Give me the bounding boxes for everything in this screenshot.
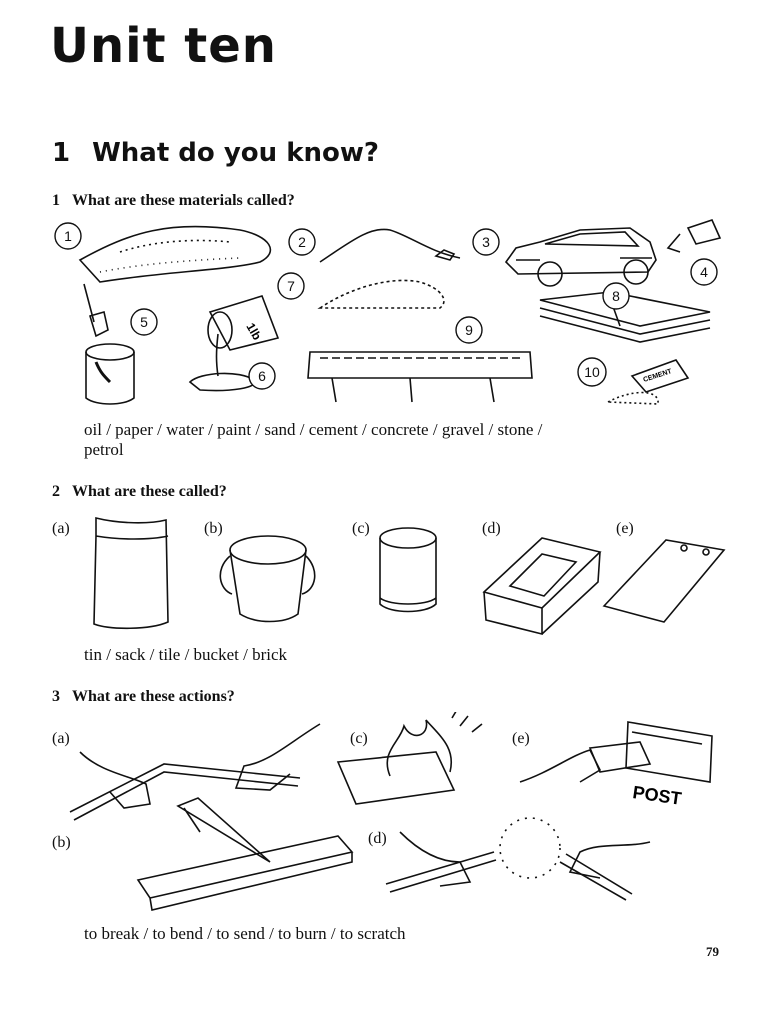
actions-word-list: to break / to bend / to send / to burn / to scratch bbox=[84, 924, 406, 943]
circle-label-1: 1 bbox=[64, 228, 72, 244]
burn-drawing bbox=[338, 712, 482, 804]
tile-drawing bbox=[604, 540, 724, 622]
question-3-text: What are these actions? bbox=[72, 688, 235, 705]
petrol-can-drawing bbox=[668, 220, 720, 252]
paint-brush-drawing bbox=[84, 284, 108, 336]
materials-words-line-2: petrol bbox=[84, 440, 124, 459]
circle-label-4: 4 bbox=[700, 264, 708, 280]
action-label-c: (c) bbox=[350, 730, 368, 747]
sand-drawing bbox=[80, 227, 270, 282]
scratch-drawing bbox=[138, 798, 352, 910]
break-drawing bbox=[386, 818, 650, 900]
circle-label-7: 7 bbox=[287, 278, 295, 294]
page-number: 79 bbox=[706, 944, 719, 959]
materials-illustration bbox=[40, 212, 740, 412]
post-box-label: POST bbox=[631, 782, 683, 809]
circle-label-6: 6 bbox=[258, 368, 266, 384]
cement-bag-label: CEMENT bbox=[642, 368, 673, 384]
circle-label-3: 3 bbox=[482, 234, 490, 250]
object-label-d: (d) bbox=[482, 520, 501, 537]
question-2 bbox=[52, 483, 227, 501]
tin-drawing bbox=[380, 528, 436, 612]
actions-illustration bbox=[60, 712, 730, 912]
brick-drawing bbox=[484, 538, 600, 634]
section-title: What do you know? bbox=[92, 138, 379, 168]
question-1-text: What are these materials called? bbox=[72, 192, 295, 209]
circle-label-2: 2 bbox=[298, 234, 306, 250]
circle-label-8: 8 bbox=[612, 288, 620, 304]
tin-label: 1lb bbox=[243, 320, 265, 343]
question-3 bbox=[52, 688, 235, 706]
object-label-e: (e) bbox=[616, 520, 634, 537]
circle-label-10: 10 bbox=[584, 364, 600, 380]
question-2-number: 2 bbox=[52, 483, 60, 500]
objects-illustration bbox=[80, 510, 730, 640]
action-label-a: (a) bbox=[52, 730, 70, 747]
unit-title: Unit ten bbox=[50, 18, 277, 74]
object-label-a: (a) bbox=[52, 520, 70, 537]
materials-words-line-1: oil / paper / water / paint / sand / cement / concrete / gravel / stone / bbox=[84, 420, 543, 439]
paint-tin-drawing bbox=[86, 344, 134, 404]
action-label-d: (d) bbox=[368, 830, 387, 847]
question-3-number: 3 bbox=[52, 688, 60, 705]
object-label-b: (b) bbox=[204, 520, 223, 537]
action-label-e: (e) bbox=[512, 730, 530, 747]
circle-label-9: 9 bbox=[465, 322, 473, 338]
question-1 bbox=[52, 192, 295, 210]
car-drawing bbox=[506, 228, 656, 286]
gravel-drawing bbox=[320, 280, 444, 308]
bucket-drawing bbox=[220, 536, 314, 622]
action-label-b: (b) bbox=[52, 834, 71, 851]
sack-drawing bbox=[94, 518, 168, 628]
circle-label-5: 5 bbox=[140, 314, 148, 330]
objects-word-list: tin / sack / tile / bucket / brick bbox=[84, 645, 288, 664]
question-1-number: 1 bbox=[52, 192, 60, 209]
section-number: 1 bbox=[52, 138, 71, 168]
question-2-text: What are these called? bbox=[72, 483, 227, 500]
materials-word-list bbox=[84, 420, 542, 460]
bend-drawing bbox=[70, 724, 320, 820]
section-heading bbox=[52, 138, 379, 168]
concrete-drawing bbox=[308, 352, 532, 402]
send-drawing bbox=[520, 722, 712, 782]
object-label-c: (c) bbox=[352, 520, 370, 537]
